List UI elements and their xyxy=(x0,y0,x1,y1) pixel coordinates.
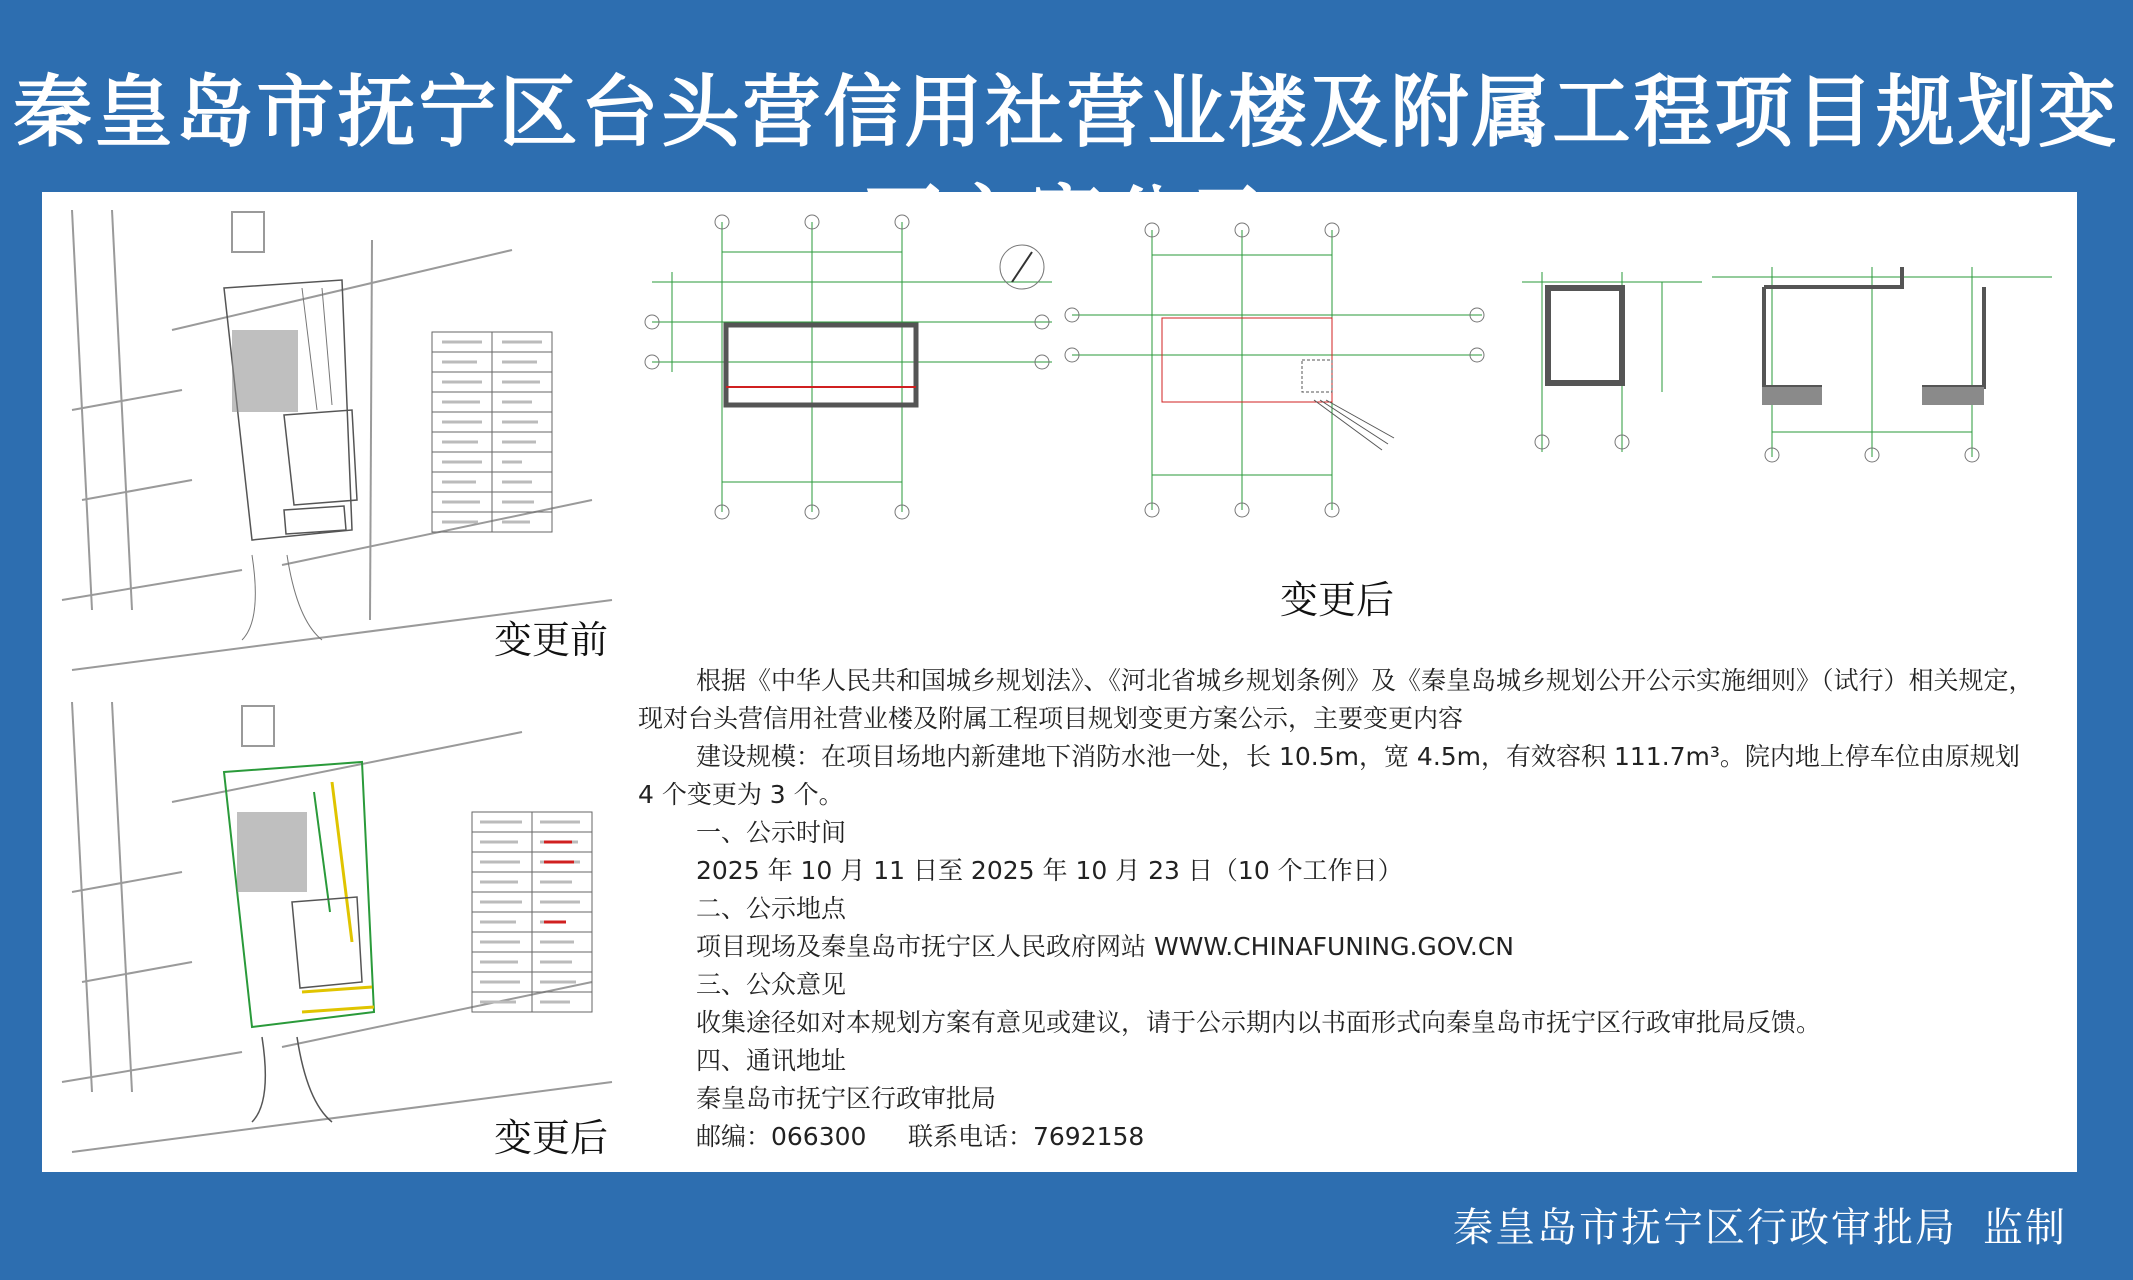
intro-paragraph: 根据《中华人民共和国城乡规划法》、《河北省城乡规划条例》及《秦皇岛城乡规划公开公示实施细则》（试行）相关规定，现对台头营信用社营业楼及附属工程项目规划变更方案公示，主要变更内容 xyxy=(638,666,2034,733)
site-plan-after-drawing xyxy=(52,692,632,1162)
place-value: 项目现场及秦皇岛市抚宁区人民政府网站 WWW.CHINAFUNING.GOV.CN xyxy=(696,932,1514,961)
caption-after-top: 变更后 xyxy=(1280,578,1395,622)
contact-line xyxy=(638,1118,2038,1156)
time-value: 2025 年 10 月 11 日至 2025 年 10 月 23 日（10 个工作日） xyxy=(696,856,1403,885)
caption-after-left: 变更后 xyxy=(494,1116,609,1160)
address-value: 秦皇岛市抚宁区行政审批局 xyxy=(696,1084,997,1113)
notice-text xyxy=(638,662,2038,1156)
caption-before: 变更前 xyxy=(494,618,609,662)
postcode: 邮编：066300 xyxy=(696,1122,867,1151)
address-heading: 四、通讯地址 xyxy=(696,1046,847,1075)
opinion-heading: 三、公众意见 xyxy=(696,970,847,999)
footer-org: 秦皇岛市抚宁区行政审批局 xyxy=(1453,1205,1957,1251)
site-plan-before-drawing xyxy=(52,200,632,680)
fire-pool-floor-plan-drawing xyxy=(632,212,1072,542)
fire-pool-section-1-drawing xyxy=(1512,262,1712,472)
scale-paragraph: 建设规模：在项目场地内新建地下消防水池一处，长 10.5m，宽 4.5m，有效容积 111.7m³。院内地上停车位由原规划 4 个变更为 3 个。 xyxy=(638,742,2020,809)
notice-panel xyxy=(42,192,2077,1172)
fire-pool-section-2-drawing xyxy=(1702,247,2062,477)
place-heading: 二、公示地点 xyxy=(696,894,847,923)
phone: 联系电话：7692158 xyxy=(908,1122,1145,1151)
time-heading: 一、公示时间 xyxy=(696,818,847,847)
footer xyxy=(1453,1198,2067,1258)
footer-suffix: 监制 xyxy=(1983,1205,2067,1251)
fire-pool-roof-plan-drawing xyxy=(1052,220,1492,520)
opinion-value: 收集途径如对本规划方案有意见或建议，请于公示期内以书面形式向秦皇岛市抚宁区行政审批局反馈。 xyxy=(696,1008,1822,1037)
page-title: 秦皇岛市抚宁区台头营信用社营业楼及附属工程项目规划变 xyxy=(13,68,2120,158)
